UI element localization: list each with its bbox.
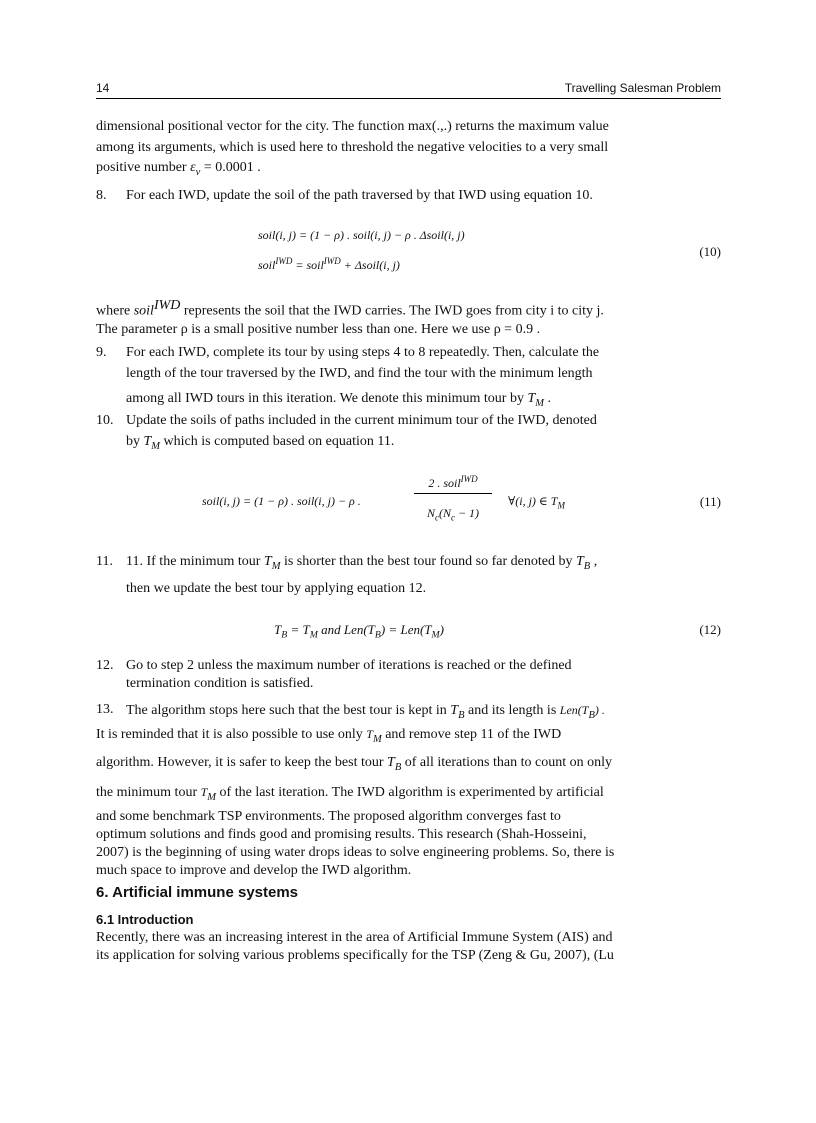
- list-text: Update the soils of paths included in the current minimum tour of the IWD, denoted: [126, 413, 597, 428]
- running-title: Travelling Salesman Problem: [564, 81, 721, 95]
- list-text: length of the tour traversed by the IWD, and find the tour with the minimum length: [126, 365, 593, 381]
- list-number: 8.: [96, 188, 107, 203]
- text-line: and some benchmark TSP environments. The proposed algorithm converges fast to: [96, 808, 561, 824]
- list-item-step-10: [96, 411, 751, 457]
- equation-lhs: soil(i, j) = (1 − ρ) . soil(i, j) − ρ .: [202, 494, 361, 508]
- equation-number: (11): [699, 494, 721, 509]
- equation-line: soil(i, j) = (1 − ρ) . soil(i, j) − ρ . Δsoil(i, j): [258, 228, 465, 242]
- text-line: its application for solving various problems specifically for the TSP (Zeng & Gu, 2007), (Lu: [96, 948, 614, 963]
- text-line: Recently, there was an increasing interest in the area of Artificial Immune System (AIS) and: [96, 930, 613, 945]
- list-item-step-8: [96, 186, 751, 207]
- list-text: 11. If the minimum tour $T_M$ is shorter than the best tour found so far denoted by $T_B$ ,: [126, 554, 598, 572]
- equation-forall: ∀(i, j) ∈ $T_M$: [508, 494, 565, 511]
- list-text: Go to step 2 unless the maximum number of iterations is reached or the defined: [126, 658, 572, 673]
- list-text: among all IWD tours in this iteration. We denote this minimum tour by $T_M$ .: [126, 391, 551, 409]
- list-text: by $T_M$ which is computed based on equation 11.: [126, 433, 395, 452]
- section-heading: 6. Artificial immune systems: [96, 884, 299, 901]
- text-line: the minimum tour $T_M$ of the last iteration. The IWD algorithm is experimented by artificial: [96, 784, 604, 803]
- paragraph-where: [96, 296, 721, 341]
- text-line: among its arguments, which is used here to threshold the negative velocities to a very small: [96, 139, 609, 155]
- equation-line: soil$^{IWD}$ = soil$^{IWD}$ + Δsoil(i, j): [258, 256, 400, 272]
- list-number: 10.: [96, 413, 114, 428]
- list-text: For each IWD, complete its tour by using steps 4 to 8 repeatedly. Then, calculate the: [126, 345, 600, 360]
- list-number: 11.: [96, 554, 113, 569]
- text-line: much space to improve and develop the IWD algorithm.: [96, 862, 412, 878]
- list-text: then we update the best tour by applying equation 12.: [126, 581, 427, 597]
- epsilon-symbol: ε: [190, 160, 196, 175]
- list-item-step-12: [96, 657, 751, 693]
- equation-12: [96, 620, 721, 646]
- paragraph-continuation: [96, 117, 721, 183]
- equation-line: $T_B = T_M$ and $Len(T_B) = Len(T_M)$: [274, 622, 445, 641]
- page-header: [96, 80, 721, 99]
- fraction-denominator: $N_c(N_c - 1)$: [426, 506, 480, 523]
- subsection-heading: 6.1 Introduction: [96, 912, 194, 927]
- list-number: 13.: [96, 702, 114, 717]
- list-text: termination condition is satisfied.: [126, 676, 314, 691]
- text-line: It is reminded that it is also possible to use only $T_M$ and remove step 11 of the IWD: [96, 727, 562, 745]
- text-line: positive number $\varepsilon_v = 0.0001$ .: [96, 160, 261, 178]
- list-item-step-11: [96, 552, 751, 600]
- equation-number: (10): [699, 244, 721, 259]
- equation-number: (12): [699, 622, 721, 637]
- list-item-step-9: [96, 343, 751, 414]
- list-item-step-13: [96, 700, 751, 726]
- text-line: dimensional positional vector for the city. The function max(.,.) returns the maximum value: [96, 119, 609, 134]
- text-line: 2007) is the beginning of using water drops ideas to solve engineering problems. So, there is: [96, 844, 615, 860]
- list-text: The algorithm stops here such that the best tour is kept in $T_B$ and its length is $Len(T_B)$ .: [126, 703, 605, 721]
- equation-11: [96, 470, 721, 550]
- text-line: where soil$^{IWD}$ represents the soil that the IWD carries. The IWD goes from city i to city j.: [96, 298, 604, 319]
- list-number: 9.: [96, 345, 107, 360]
- list-text: For each IWD, update the soil of the path traversed by that IWD using equation 10.: [126, 188, 593, 203]
- equation-10: [96, 224, 721, 280]
- paragraph-closing: [96, 724, 721, 880]
- text-line: The parameter ρ is a small positive number less than one. Here we use ρ = 0.9 .: [96, 322, 541, 338]
- fraction-numerator: 2 . soil$^{IWD}$: [414, 474, 492, 494]
- text-line: optimum solutions and finds good and promising results. This research (Shah-Hosseini,: [96, 826, 587, 842]
- page-number: 14: [96, 81, 110, 95]
- paragraph-introduction: [96, 929, 721, 965]
- list-number: 12.: [96, 658, 114, 673]
- text-line: algorithm. However, it is safer to keep the best tour $T_B$ of all iterations than to count on only: [96, 755, 612, 774]
